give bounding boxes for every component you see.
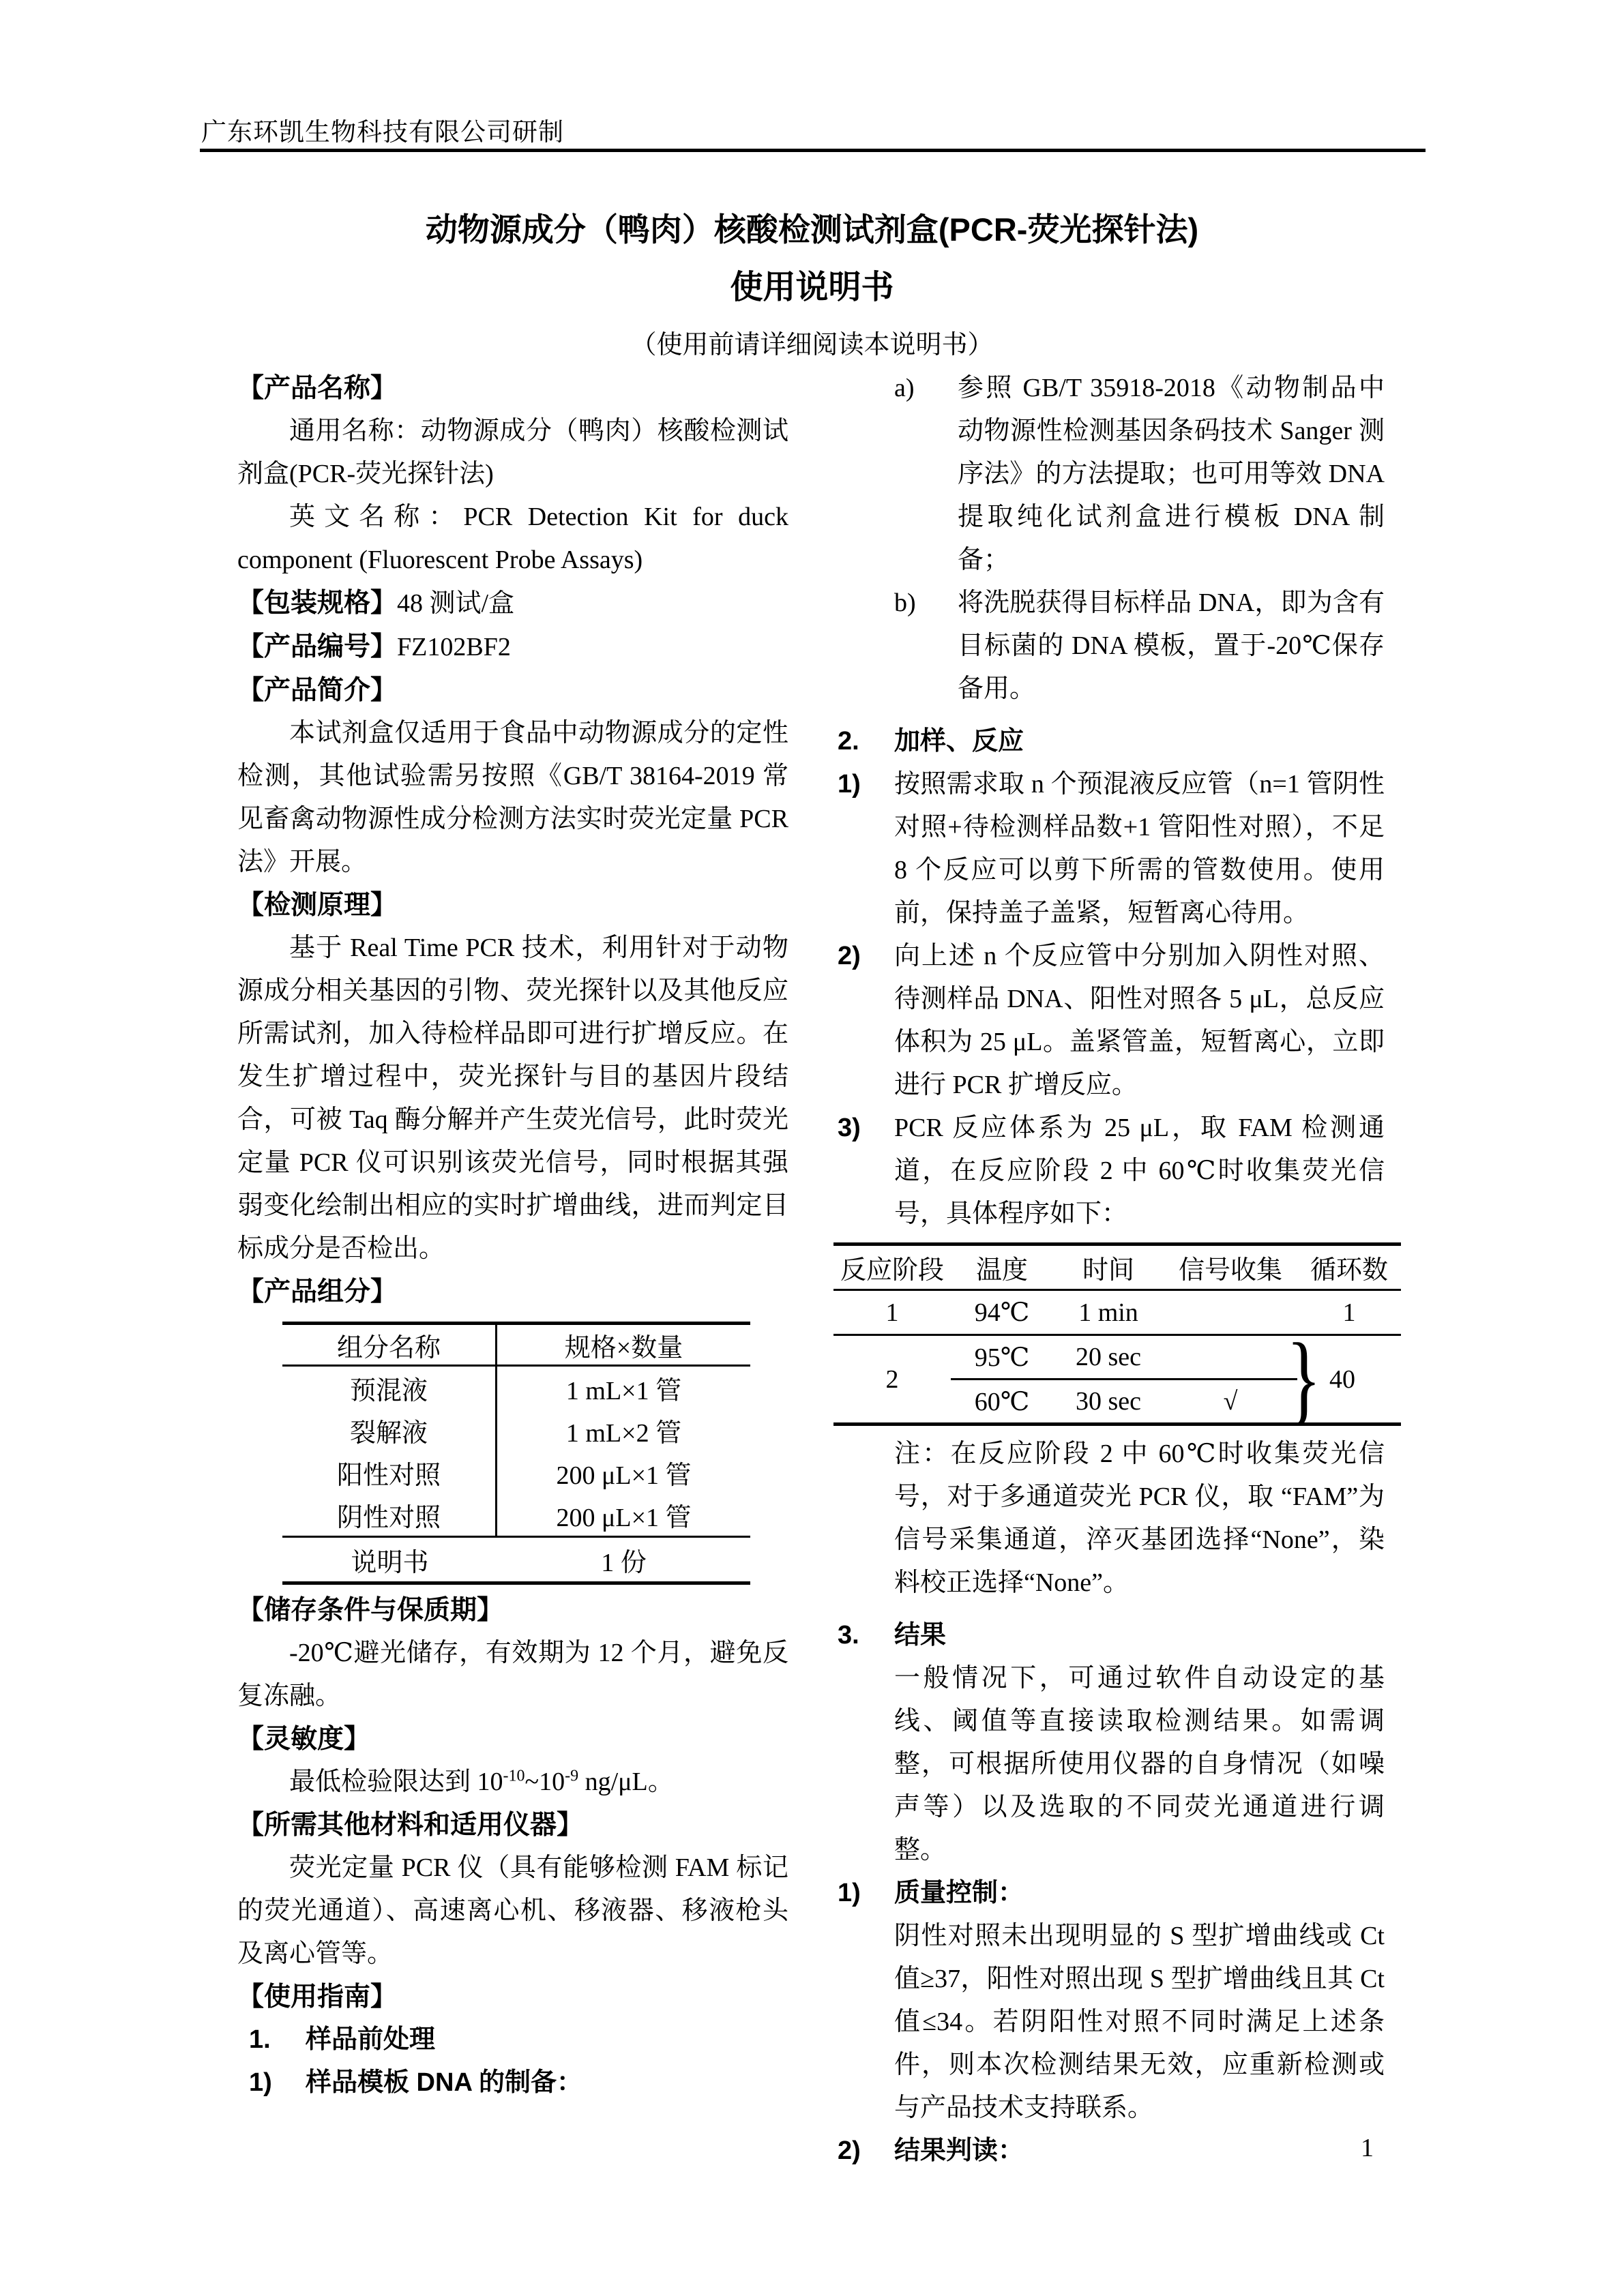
list-text: PCR 反应体系为 25 μL，取 FAM 检测通道，在反应阶段 2 中 60℃时收集荧光信号，具体程序如下：: [894, 1114, 1385, 1228]
pcr-stage1-temp: 94℃: [974, 1298, 1030, 1327]
pcr-stage2-cycles: 40: [1329, 1365, 1356, 1394]
brace-glyph: }: [1286, 1322, 1322, 1435]
pcr-stage2-time: 30 sec: [1075, 1387, 1142, 1416]
list-number: b): [894, 588, 916, 617]
left-column: [237, 367, 788, 2104]
list-text: 参照 GB/T 35918-2018《动物制品中动物源性检测基因条码技术 Sanger 测序法》的方法提取；也可用等效 DNA 提取纯化试剂盒进行模板 DNA 制备；: [958, 374, 1385, 574]
header-rule: [200, 149, 1426, 152]
list-number: 1): [838, 770, 861, 799]
list-item-step2: [838, 935, 1385, 1107]
document-title-note: （使用前请详细阅读本说明书）: [630, 331, 994, 359]
pcr-stage2-subrow: [951, 1380, 1297, 1422]
product-code-line: [237, 625, 788, 669]
table-row: [282, 1493, 750, 1536]
pcr-stage2-temp: 60℃: [974, 1387, 1030, 1416]
table-row: [282, 1409, 750, 1451]
list-number: 2): [838, 2136, 861, 2165]
sensitivity-superscript: -9: [565, 1767, 579, 1785]
page-number: 1: [1361, 2134, 1374, 2162]
components-table: [282, 1322, 750, 1585]
results-paragraph: 一般情况下，可通过软件自动设定的基线、阈值等直接读取检测结果。如需调整，可根据所使用仪器的自身情况（如噪声等）以及选取的不同荧光通道进行调整。: [894, 1664, 1385, 1864]
list-number: 1): [838, 1879, 861, 1907]
pcr-table-header-row: [833, 1246, 1401, 1291]
pcr-header-stage: 反应阶段: [840, 1256, 944, 1285]
list-text: 结果: [894, 1621, 947, 1650]
pcr-stage2-time: 20 sec: [1075, 1343, 1142, 1371]
other-materials-paragraph: 荧光定量 PCR 仪（具有能够检测 FAM 标记的荧光通道）、高速离心机、移液器、移液枪头及离心管等。: [237, 1853, 788, 1968]
pcr-stage1-time: 1 min: [1078, 1298, 1138, 1327]
pcr-header-cycles: 循环数: [1310, 1256, 1388, 1285]
section-heading-product-intro: 【产品简介】: [237, 676, 398, 705]
list-item-a: [894, 367, 1385, 582]
pcr-header-temp: 温度: [975, 1256, 1028, 1285]
list-text: 质量控制：: [894, 1879, 1024, 1907]
component-name: 阴性对照: [282, 1493, 497, 1536]
pcr-header-time: 时间: [1082, 1256, 1134, 1285]
component-spec: 1 mL×1 管: [565, 1376, 682, 1405]
pcr-table-note: 注：在反应阶段 2 中 60℃时收集荧光信号，对于多通道荧光 PCR 仪，取 “FAM”为信号采集通道，淬灭基团选择“None”，染料校正选择“None”。: [894, 1440, 1385, 1597]
component-spec: 1 份: [601, 1548, 647, 1577]
components-header-spec: 规格×数量: [564, 1333, 683, 1362]
company-header: 广东环凯生物科技有限公司研制: [201, 119, 564, 147]
list-item-step3: [838, 1107, 1385, 1236]
right-column: [838, 367, 1388, 2173]
storage-paragraph: -20℃避光储存，有效期为 12 个月，避免反复冻融。: [237, 1639, 788, 1710]
pcr-stage2-temp: 95℃: [974, 1343, 1030, 1372]
pcr-stage1-stage: 1: [885, 1298, 899, 1327]
component-spec: 1 mL×2 管: [565, 1418, 682, 1448]
list-text: 结果判读：: [894, 2136, 1024, 2165]
section-heading-sensitivity: 【灵敏度】: [237, 1725, 371, 1754]
component-spec: 200 μL×1 管: [556, 1461, 692, 1490]
list-item-b: [894, 582, 1385, 711]
pcr-stage2-signal: [1164, 1336, 1297, 1378]
principle-paragraph: 基于 Real Time PCR 技术，利用针对于动物源成分相关基因的引物、荧光探针以及其他反应所需试剂，加入待检样品即可进行扩增反应。在发生扩增过程中，荧光探针与目的基因片段结合，可被 Taq 酶分解并产生荧光信号，此时荧光定量 PCR 仪可识别该荧光信号，同时根据其强弱变化绘制出相应的实时扩增曲线，进而判定目标成分是否检出。: [237, 934, 788, 1263]
list-item-quality-control: [838, 1872, 1385, 1915]
list-text: 按照需求取 n 个预混液反应管（n=1 管阴性对照+待检测样品数+1 管阳性对照），不足 8 个反应可以剪下所需的管数使用。使用前，保持盖子盖紧，短暂离心待用。: [894, 770, 1385, 927]
list-text: 加样、反应: [894, 727, 1024, 756]
list-item-result-interpretation: [838, 2130, 1385, 2173]
section-heading-pack-spec: 【包装规格】: [237, 588, 398, 618]
section-heading-storage: 【储存条件与保质期】: [237, 1596, 504, 1625]
english-name-paragraph: 英文名称：PCR Detection Kit for duck component (Fluorescent Probe Assays): [237, 503, 788, 574]
component-name: 裂解液: [282, 1409, 497, 1451]
list-item-step1: [838, 763, 1385, 935]
sensitivity-text: ~10: [525, 1768, 565, 1796]
pcr-stage2-subrow: [951, 1336, 1297, 1378]
table-row: [282, 1451, 750, 1493]
components-header-name: 组分名称: [282, 1325, 497, 1365]
pcr-header-signal: 信号收集: [1178, 1256, 1282, 1285]
section-heading-components: 【产品组分】: [237, 1277, 398, 1307]
list-item-sample-pretreatment: [237, 2018, 788, 2061]
product-intro-paragraph: 本试剂盒仅适用于食品中动物源成分的定性检测，其他试验需另按照《GB/T 38164-2019 常见畜禽动物源性成分检测方法实时荧光定量 PCR 法》开展。: [237, 719, 788, 876]
pcr-stage1-cycles: 1: [1342, 1298, 1356, 1327]
pcr-stage2-signal: √: [1223, 1387, 1238, 1416]
pcr-stage1-signal: [1164, 1291, 1297, 1334]
pcr-stage2-stage: 2: [885, 1365, 899, 1394]
document-subtitle: 使用说明书: [730, 269, 894, 305]
document-title: 动物源成分（鸭肉）核酸检测试剂盒(PCR-荧光探针法): [425, 211, 1199, 248]
section-heading-other-materials: 【所需其他材料和适用仪器】: [237, 1810, 584, 1840]
pcr-stage2-cycles-cell: [1286, 1322, 1401, 1435]
product-code-value: FZ102BF2: [397, 633, 511, 661]
list-item-results: [838, 1614, 1385, 1657]
table-row: [282, 1367, 750, 1409]
component-name: 预混液: [282, 1367, 497, 1409]
sensitivity-superscript: -10: [503, 1767, 525, 1785]
quality-control-paragraph: 阴性对照未出现明显的 S 型扩增曲线或 Ct 值≥37，阳性对照出现 S 型扩增曲线且其 Ct 值≤34。若阴阳性对照不同时满足上述条件，则本次检测结果无效，应重新检测或与产品技术支持联系。: [894, 1922, 1385, 2122]
list-item-sampling-reaction: [838, 720, 1385, 763]
list-number: a): [894, 374, 915, 402]
component-name: 阳性对照: [282, 1451, 497, 1493]
list-item-dna-preparation: [237, 2061, 788, 2104]
list-text: 将洗脱获得目标样品 DNA，即为含有目标菌的 DNA 模板，置于-20℃保存备用。: [958, 588, 1385, 703]
section-heading-principle: 【检测原理】: [237, 891, 398, 920]
list-text: 向上述 n 个反应管中分别加入阴性对照、待测样品 DNA、阳性对照各 5 μL，总反应体积为 25 μL。盖紧管盖，短暂离心，立即进行 PCR 扩增反应。: [894, 942, 1385, 1099]
pack-spec-line: [237, 582, 788, 625]
list-number: 1): [249, 2068, 272, 2097]
section-heading-product-name: 【产品名称】: [237, 374, 398, 403]
list-number: 1.: [249, 2025, 271, 2054]
pcr-stage2-substeps: [951, 1336, 1297, 1422]
component-spec: 200 μL×1 管: [556, 1503, 692, 1532]
sensitivity-paragraph: [237, 1761, 788, 1804]
list-text: 样品模板 DNA 的制备：: [306, 2068, 583, 2097]
section-heading-usage-guide: 【使用指南】: [237, 1982, 398, 2012]
list-number: 2): [838, 942, 861, 970]
generic-name-paragraph: 通用名称：动物源成分（鸭肉）核酸检测试剂盒(PCR-荧光探针法): [237, 417, 788, 488]
sensitivity-text: 最低检验限达到 10: [289, 1768, 503, 1796]
list-number: 3): [838, 1114, 861, 1142]
list-number: 2.: [838, 727, 859, 756]
component-name: 说明书: [351, 1548, 429, 1577]
components-table-footer-row: [282, 1536, 750, 1581]
components-table-header-row: [282, 1325, 750, 1367]
pack-spec-value: 48 测试/盒: [397, 589, 515, 618]
pcr-stage2-block: [833, 1322, 1401, 1435]
list-number: 3.: [838, 1621, 859, 1650]
section-heading-product-code: 【产品编号】: [237, 632, 398, 661]
pcr-program-table: [833, 1242, 1401, 1435]
list-text: 样品前处理: [306, 2025, 436, 2054]
sensitivity-text: ng/μL。: [578, 1768, 674, 1796]
